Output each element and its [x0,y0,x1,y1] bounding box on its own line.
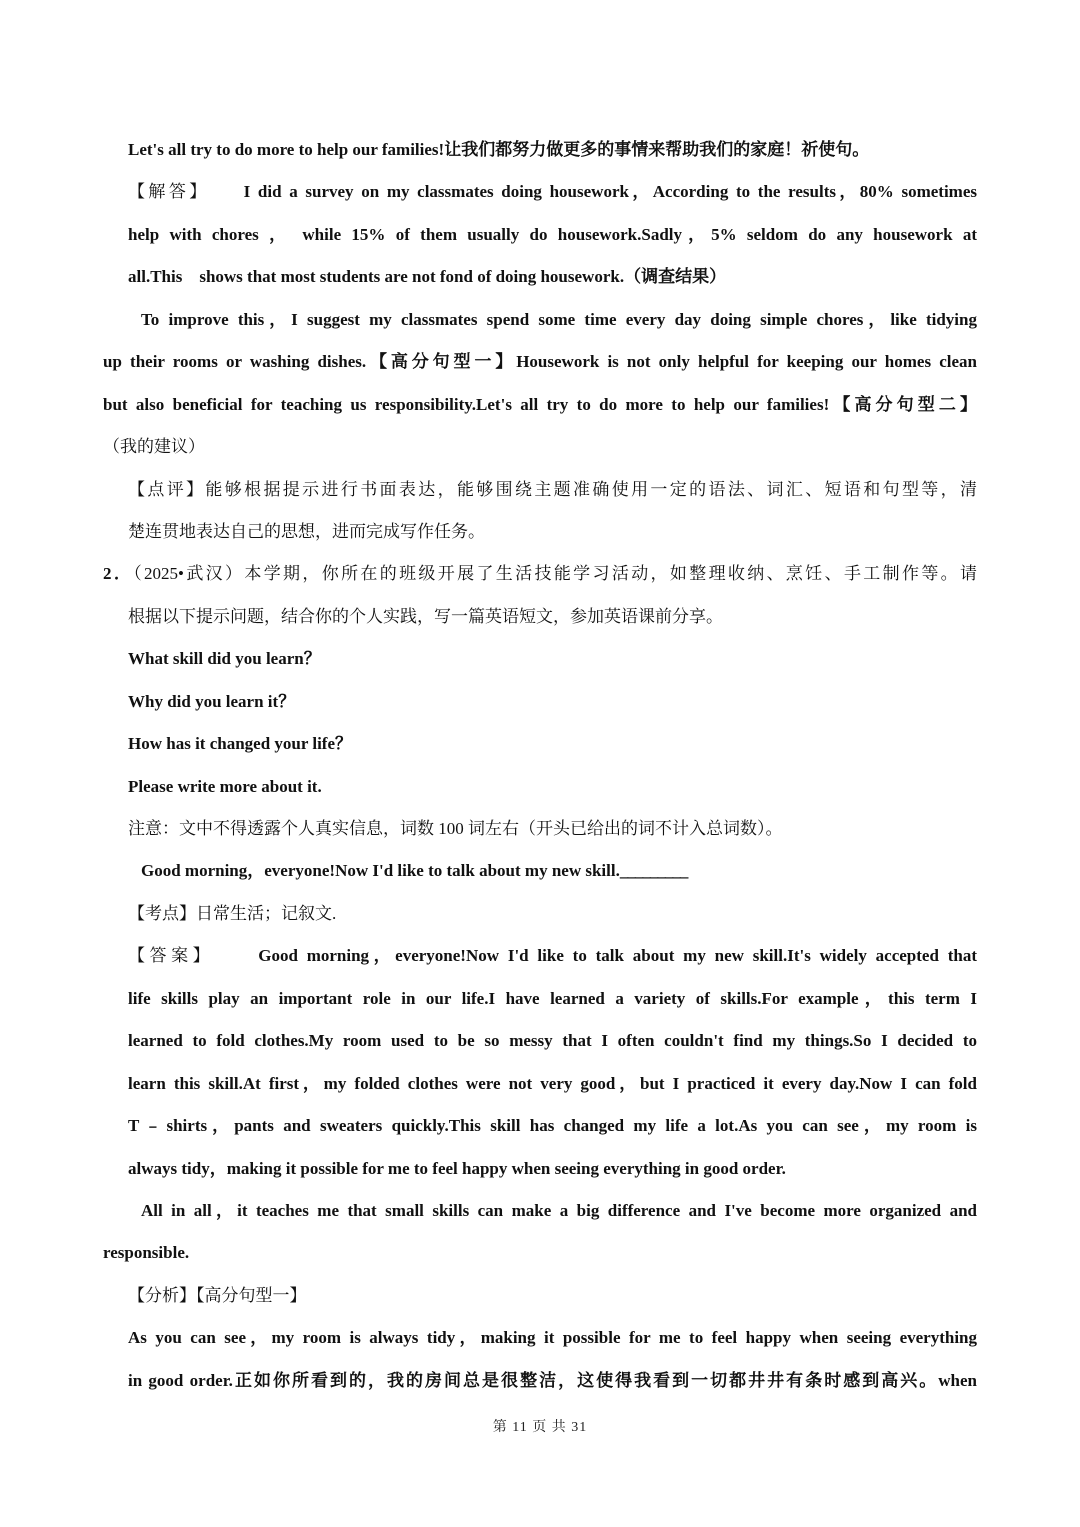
analysis-label: 【分析】 [128,1285,196,1305]
question-source: （2025•武汉） [133,564,245,584]
model-answer-line: learn this skill.At first，my folded clothes were not very good，but I practiced it every day.Now I can fold [128,1073,977,1093]
comment-line: 楚连贯地表达自己的思想，进而完成写作任务。 [128,521,485,541]
imperative-note: Let's all try to do more to help our families!让我们都努力做更多的事情来帮助我们的家庭！祈使句。 [128,140,870,159]
comment-line [128,469,977,511]
page-number: 第 11 页 共 31 [492,1420,588,1435]
answer-label: 【解答】 [128,182,210,202]
model-answer-line: T﹣shirts，pants and sweaters quickly.This skill has changed my life a lot.As you can see，my room is [128,1116,977,1136]
writing-note: 注意：文中不得透露个人真实信息，词数 100 词左右（开头已给出的词不计入总词数）。 [128,819,783,838]
model-answer-line: life skills play an important role in our life.I have learned a variety of skills.For example，this term I [128,988,977,1008]
comment-text: 能够根据提示进行书面表达，能够围绕主题准确使用一定的语法、词汇、短语和句型等，清 [205,479,977,499]
hint-question: What skill did you learn？ [128,649,321,669]
answer-line: all.This shows that most students are not fond of doing housework.（调查结果） [128,267,727,287]
answer-line [128,171,977,213]
answer-line: help with chores ， while 15% of them usually do housework.Sadly，5% seldom do any housework at [128,224,977,244]
comment-label: 【点评】 [128,479,206,499]
question-number: 2． [103,564,134,584]
answer-text: I did a survey on my classmates doing housework，According to the results，80% sometimes [243,182,977,202]
suggestion-line: （我的建议） [103,437,205,457]
conclusion-line: responsible. [103,1243,190,1263]
model-answer-line [128,935,977,977]
model-answer-line: learned to fold clothes.My room used to be so messy that I often couldn't find my things.So I decided to [128,1031,977,1051]
model-answer-label: 【答案】 [128,946,215,966]
hint-question: Why did you learn it？ [128,691,296,711]
topic-label: 【考点】 [128,903,196,923]
opening-text: Good morning，everyone!Now I'd like to talk about my new skill. [141,861,620,881]
hint-question: How has it changed your life？ [128,734,353,754]
suggestion-line: up their rooms or washing dishes.【高分句型一】Housework is not only helpful for keeping our homes clean [103,352,977,372]
question-2-header [103,553,977,595]
suggestion-line: To improve this，I suggest my classmates spend some time every day doing simple chores，like tidying [141,309,977,329]
model-answer-text: Good morning，everyone!Now I'd like to talk about my new skill.It's widely accepted that [258,946,977,966]
opening-line [141,850,977,892]
analysis-line: in good order.正如你所看到的，我的房间总是很整洁，这使得我看到一切都井井有条时感到高兴。when [128,1370,977,1390]
topic-text: 日常生活；记叙文. [196,903,337,923]
suggestion-line: but also beneficial for teaching us responsibility.Let's all try to do more to help our families!【高分句型二】 [103,394,977,414]
question-prompt: 本学期，你所在的班级开展了生活技能学习活动，如整理收纳、烹饪、手工制作等。请 [244,564,977,584]
topic-line [128,893,977,935]
analysis-tag: 【高分句型一】 [196,1285,307,1305]
model-answer-line: always tidy，making it possible for me to feel happy when seeing everything in good order. [128,1158,786,1178]
analysis-line [128,1275,977,1317]
document-body [0,129,1080,1402]
hint-question: Please write more about it. [128,776,322,796]
analysis-line: As you can see，my room is always tidy，making it possible for me to feel happy when seeing everything [128,1328,977,1348]
question-prompt-line: 根据以下提示问题，结合你的个人实践，写一篇英语短文，参加英语课前分享。 [128,606,723,626]
answer-blank: _________ [619,861,688,881]
conclusion-line: All in all，it teaches me that small skills can make a big difference and I've become more organized and [141,1200,977,1220]
